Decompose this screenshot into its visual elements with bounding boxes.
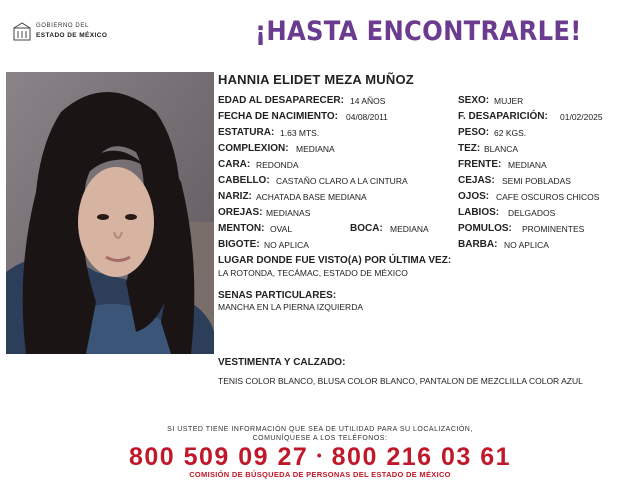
cejas-value: SEMI POBLADAS <box>502 176 571 186</box>
tez-label: TEZ: <box>458 143 481 154</box>
frente-value: MEDIANA <box>508 160 547 170</box>
person-name: HANNIA ELIDET MEZA MUÑOZ <box>218 72 414 87</box>
ojos-value: CAFE OSCUROS CHICOS <box>496 192 600 202</box>
cara-label: CARA: <box>218 159 251 170</box>
logo-line1: GOBIERNO DEL <box>36 23 89 29</box>
bigote-value: NO APLICA <box>264 240 309 250</box>
barba-value: NO APLICA <box>504 240 549 250</box>
vestimenta-value: TENIS COLOR BLANCO, BLUSA COLOR BLANCO, PANTALON DE MEZCLILLA COLOR AZUL <box>218 376 583 386</box>
cabello-value: CASTAÑO CLARO A LA CINTURA <box>276 176 408 186</box>
boca-value: MEDIANA <box>390 224 429 234</box>
phone-number-1: 800 509 09 27 <box>128 443 309 471</box>
ojos-label: OJOS: <box>458 191 490 202</box>
estatura-label: ESTATURA: <box>218 127 275 138</box>
nariz-value: ACHATADA BASE MEDIANA <box>256 192 367 202</box>
bigote-label: BIGOTE: <box>218 239 260 250</box>
phone-separator: • <box>316 447 324 464</box>
footer-info-line: SI USTED TIENE INFORMACIÓN QUE SEA DE UTILIDAD PARA SU LOCALIZACIÓN, <box>167 426 473 433</box>
lugar-value: LA ROTONDA, TECÁMAC, ESTADO DE MÉXICO <box>218 268 408 278</box>
nariz-label: NARIZ: <box>218 191 252 202</box>
edad-value: 14 AÑOS <box>350 96 386 106</box>
labios-value: DELGADOS <box>508 208 556 218</box>
nacimiento-label: FECHA DE NACIMIENTO: <box>218 111 338 122</box>
vestimenta-label: VESTIMENTA Y CALZADO: <box>218 357 346 368</box>
orejas-label: OREJAS: <box>218 207 263 218</box>
barba-label: BARBA: <box>458 239 498 250</box>
peso-value: 62 KGS. <box>494 128 527 138</box>
sexo-label: SEXO: <box>458 95 490 106</box>
desaparicion-value: 01/02/2025 <box>560 112 603 122</box>
footer-contact-line: COMUNÍQUESE A LOS TELÉFONOS: <box>252 435 388 442</box>
pomulos-value: PROMINENTES <box>522 224 585 234</box>
tez-value: BLANCA <box>484 144 519 154</box>
senas-label: SENAS PARTICULARES: <box>218 290 337 301</box>
menton-value: OVAL <box>270 224 293 234</box>
senas-value: MANCHA EN LA PIERNA IZQUIERDA <box>218 302 364 312</box>
lugar-label: LUGAR DONDE FUE VISTO(A) POR ÚLTIMA VEZ: <box>218 255 452 266</box>
state-logo <box>12 20 122 46</box>
orejas-value: MEDIANAS <box>266 208 311 218</box>
labios-label: LABIOS: <box>458 207 500 218</box>
estatura-value: 1.63 MTS. <box>280 128 320 138</box>
phone-number-2: 800 216 03 61 <box>331 443 512 471</box>
menton-label: MENTON: <box>218 223 265 234</box>
frente-label: FRENTE: <box>458 159 502 170</box>
cabello-label: CABELLO: <box>218 175 270 186</box>
edad-label: EDAD AL DESAPARECER: <box>218 95 344 106</box>
missing-person-photo <box>6 72 214 354</box>
sexo-value: MUJER <box>494 96 524 106</box>
footer-commission: COMISIÓN DE BÚSQUEDA DE PERSONAS DEL ESTADO DE MÉXICO <box>189 470 451 479</box>
coat-of-arms-icon <box>12 22 32 42</box>
page-headline: ¡HASTA ENCONTRARLE! <box>255 16 582 47</box>
complexion-label: COMPLEXION: <box>218 143 289 154</box>
portrait-icon <box>6 72 214 354</box>
nacimiento-value: 04/08/2011 <box>346 112 388 122</box>
boca-label: BOCA: <box>350 223 383 234</box>
desaparicion-label: F. DESAPARICIÓN: <box>458 111 548 122</box>
cara-value: REDONDA <box>256 160 299 170</box>
cejas-label: CEJAS: <box>458 175 495 186</box>
pomulos-label: POMULOS: <box>458 223 512 234</box>
complexion-value: MEDIANA <box>296 144 335 154</box>
peso-label: PESO: <box>458 127 490 138</box>
phone-numbers <box>0 443 640 472</box>
logo-line2: ESTADO DE MÉXICO <box>36 32 108 39</box>
